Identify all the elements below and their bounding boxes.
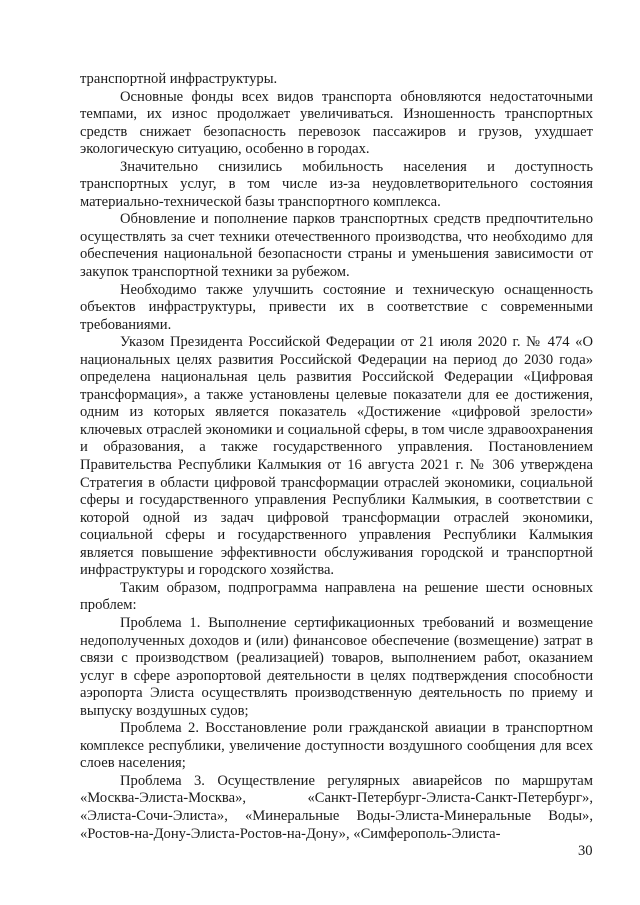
page-number: 30 [578, 843, 593, 859]
paragraph: Обновление и пополнение парков транспортных средств предпочтительно осуществлять за счет техники отечественного производства, что необходимо для обеспечения национальной безопасности страны и уменьшения зависимости от закупок транспортной техники за рубежом. [80, 211, 593, 281]
paragraph: Проблема 3. Осуществление регулярных авиарейсов по маршрутам «Москва-Элиста-Москва», «Санкт-Петербург-Элиста-Санкт-Петербург», «Элиста-Сочи-Элиста», «Минеральные Воды-Элиста-Минеральные Воды», «Ростов-на-Дону-Элиста-Ростов-на-Дону», «Симферополь-Элиста- [80, 772, 593, 842]
paragraph: Значительно снизились мобильность населения и доступность транспортных услуг, в том числе из-за неудовлетворительного состояния материально-технической базы транспортного комплекса. [80, 158, 593, 210]
paragraph: Основные фонды всех видов транспорта обновляются недостаточными темпами, их износ продолжает увеличиваться. Изношенность транспортных средств снижает безопасность перевозок пассажиров и грузов, ухудшает экологическую ситуацию, особенно в городах. [80, 88, 593, 158]
paragraph: транспортной инфраструктуры. [80, 71, 278, 87]
paragraph: Проблема 2. Восстановление роли гражданской авиации в транспортном комплексе республики, увеличение доступности воздушного сообщения для всех слоев населения; [80, 720, 593, 772]
document-body [80, 71, 593, 843]
paragraph: Необходимо также улучшить состояние и техническую оснащенность объектов инфраструктуры, привести их в соответствие с современными требованиями. [80, 281, 593, 333]
paragraph: Указом Президента Российской Федерации от 21 июля 2020 г. № 474 «О национальных целях развития Российской Федерации на период до 2030 года» определена национальная цель развития Российской Федерации «Цифровая трансформация», а также установлены целевые показатели для ее достижения, одним из которых является показатель «Достижение «цифровой зрелости» ключевых отраслей экономики и социальной сферы, в том числе здравоохранения и образования, а также государственного управления. Постановлением Правительства Республики Калмыкия от 16 августа 2021 г. № 306 утверждена Стратегия в области цифровой трансформации отраслей экономики, социальной сферы и государственного управления Республики Калмыкия, в соответствии с которой одной из задач цифровой трансформации отраслей экономики, социальной сферы и государственного управления Республики Калмыкия является повышение эффективности обслуживания городской и транспортной инфраструктуры и городского хозяйства. [80, 334, 593, 579]
paragraph: Проблема 1. Выполнение сертификационных требований и возмещение недополученных доходов и (или) финансовое обеспечение (возмещение) затрат в связи с производством (реализацией) товаров, выполнением работ, оказанием услуг в сфере аэропортовой деятельности в целях подтверждения способности аэропорта Элиста осуществлять производственную деятельность по приему и выпуску воздушных судов; [80, 614, 593, 719]
paragraph: Таким образом, подпрограмма направлена на решение шести основных проблем: [80, 579, 593, 614]
